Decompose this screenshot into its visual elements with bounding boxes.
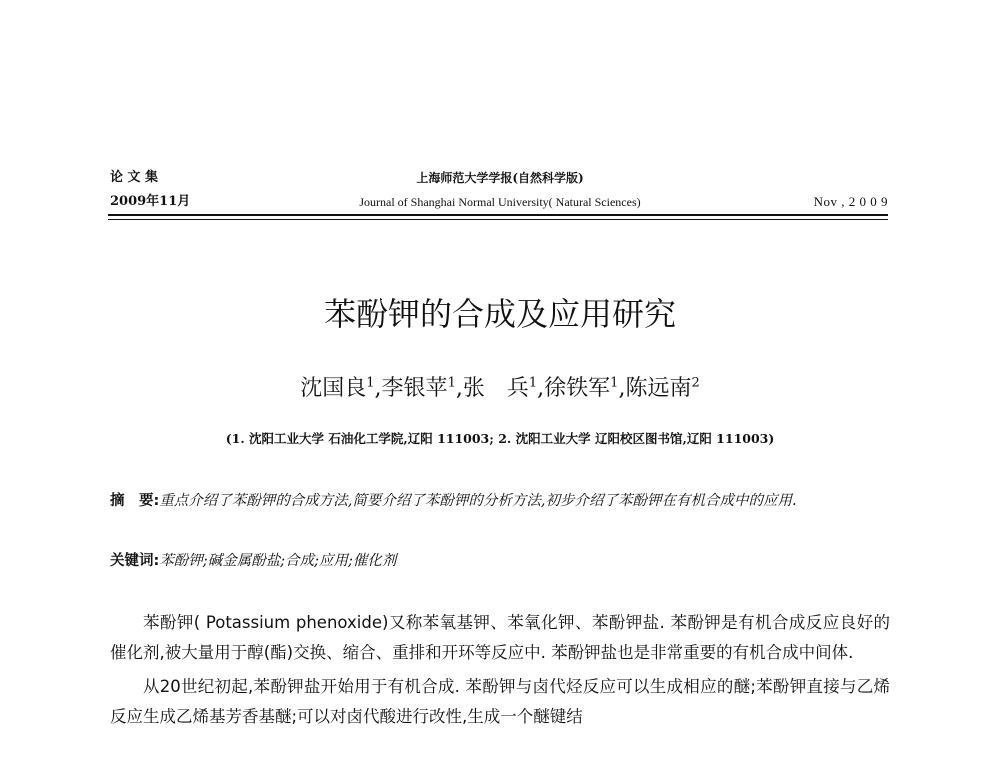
- keywords-label: 关键词:: [110, 553, 160, 569]
- body-text: [110, 608, 890, 732]
- journal-header: [250, 166, 750, 214]
- affiliations: (1. 沈阳工业大学 石油化工学院,辽阳 111003; 2. 沈阳工业大学 辽阳校区图书馆,辽阳 111003): [225, 431, 775, 446]
- keywords-text: 苯酚钾;碱金属酚盐;合成;应用;催化剂: [159, 553, 397, 569]
- issue-date-en: Nov , 2 0 0 9: [813, 194, 888, 209]
- body-paragraph: 苯酚钾( Potassium phenoxide)又称苯氧基钾、苯氧化钾、苯酚钾盐. 苯酚钾是有机合成反应良好的催化剂,被大量用于醇(酯)交换、缩合、重排和开环等反应中. 苯酚钾盐也是非常重要的有机合成中间体.: [110, 613, 890, 662]
- author-separator: ,: [618, 376, 626, 401]
- author-list: [0, 372, 1000, 406]
- author-name: 陈远南: [625, 376, 692, 401]
- series-label: 论 文 集: [110, 170, 159, 185]
- issue-date-cn: 2009年11月: [110, 194, 191, 209]
- abstract: [110, 486, 890, 516]
- keywords: [110, 546, 890, 576]
- author-separator: ,: [374, 376, 382, 401]
- author-name: 徐铁军: [544, 376, 611, 401]
- abstract-text: 重点介绍了苯酚钾的合成方法,简要介绍了苯酚钾的分析方法,初步介绍了苯酚钾在有机合成中的应用.: [159, 493, 797, 509]
- author-name: 张 兵: [462, 376, 529, 401]
- author-affiliation-mark: 1: [447, 375, 456, 391]
- journal-title-en: Journal of Shanghai Normal University( Natural Sciences): [359, 195, 641, 209]
- body-paragraph: 从20世纪初起,苯酚钾盐开始用于有机合成. 苯酚钾与卤代烃反应可以生成相应的醚;苯酚钾直接与乙烯反应生成乙烯基芳香基醚;可以对卤代酸进行改性,生成一个醚键结: [110, 677, 890, 726]
- paper-title: 苯酚钾的合成及应用研究: [323, 295, 676, 333]
- author-affiliation-mark: 1: [366, 375, 375, 391]
- header-rule-thick: [108, 214, 888, 216]
- author-name: 李银苹: [381, 376, 448, 401]
- author-name: 沈国良: [300, 376, 367, 401]
- series-info: [110, 166, 190, 214]
- author-affiliation-mark: 1: [610, 375, 619, 391]
- author-affiliation-mark: 2: [691, 375, 700, 391]
- author-affiliation-mark: 1: [528, 375, 538, 391]
- journal-title-cn: 上海师范大学学报(自然科学版): [416, 171, 584, 185]
- author-separator: ,: [455, 376, 463, 401]
- abstract-label: 摘 要:: [110, 493, 160, 509]
- author-separator: ,: [537, 376, 545, 401]
- header-rule-thin: [108, 219, 888, 220]
